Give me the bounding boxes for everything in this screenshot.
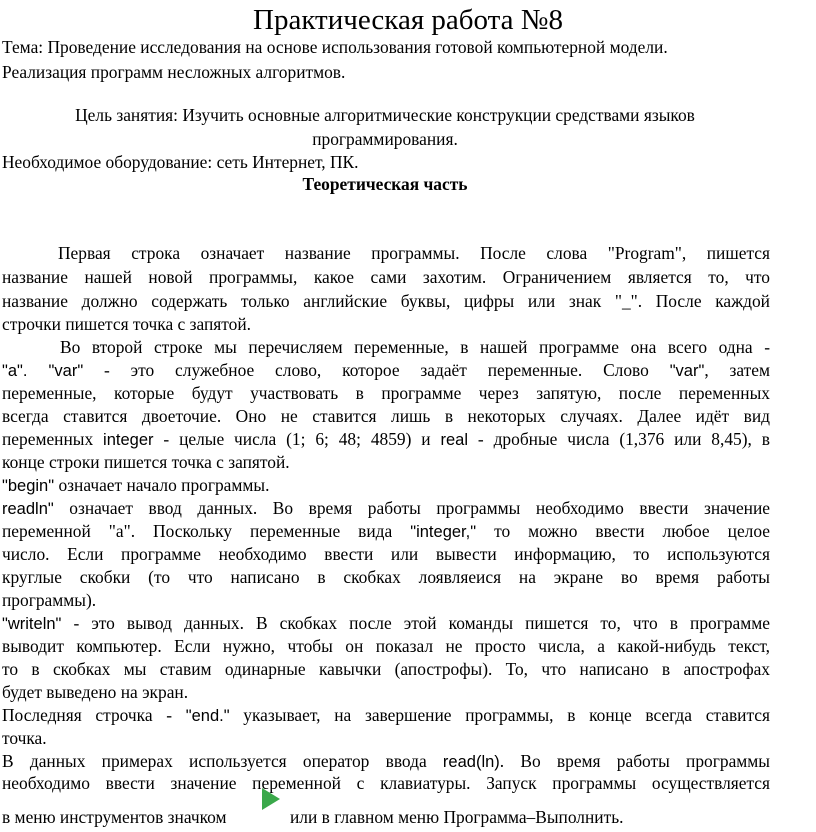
body-line: выводит компьютер. Если нужно, чтобы он показал не просто числа, а какой-нибудь текст, — [2, 636, 770, 656]
code-readln-2: read(ln) — [442, 753, 500, 771]
text-run: означает ввод данных. Во время работы программы необходимо ввести значение — [53, 498, 770, 518]
body-line: то в скобках мы ставим одинарные кавычки (апострофы). То, что написано в апострофах — [2, 659, 770, 679]
body-line: конце строки пишется точка с запятой. — [2, 452, 290, 472]
text-run: переменной "a". Поскольку переменные вида — [2, 521, 411, 541]
code-begin: "begin" — [2, 477, 55, 495]
page-title: Практическая работа №8 — [253, 4, 563, 36]
body-line — [2, 474, 770, 498]
body-line — [2, 520, 770, 544]
section-heading: Теоретическая часть — [302, 174, 468, 194]
body-line: или в главном меню Программа–Выполнить. — [290, 807, 624, 827]
theme-line-2: Реализация программ несложных алгоритмов. — [2, 62, 346, 82]
code-writeln: "writeln" — [2, 615, 62, 633]
text-run: указывает, на завершение программы, в конце всегда ставится — [229, 705, 771, 725]
code-readln: readln" — [2, 500, 54, 518]
body-line: Во второй строке мы перечисляем переменные, в нашей программе она всего одна - — [60, 337, 770, 357]
body-line: будет выведено на экран. — [2, 682, 189, 702]
body-line: название нашей новой программы, какое сами захотим. Ограничением является то, что — [2, 267, 770, 287]
text-run: . Во время работы программы — [499, 751, 770, 771]
equipment-line: Необходимое оборудование: сеть Интернет, ПК. — [2, 152, 359, 172]
body-line: точка. — [2, 728, 47, 748]
body-line — [2, 750, 770, 774]
code-var-a: "a". "var" — [2, 362, 84, 380]
text-run: В данных примерах используется оператор ввода — [2, 751, 443, 771]
goal-line-1: Цель занятия: Изучить основные алгоритмические конструкции средствами языков — [75, 105, 695, 125]
body-line: в меню инструментов значком — [2, 807, 227, 827]
text-run: - дробные числа (1,376 или 8,45), в — [468, 429, 770, 449]
text-run: - целые числа (1; 6; 48; 4859) и — [153, 429, 441, 449]
text-run: то можно ввести любое целое — [476, 521, 770, 541]
code-integer: integer — [103, 431, 154, 449]
text-run: переменных — [2, 429, 104, 449]
body-line: программы). — [2, 590, 97, 610]
play-icon — [262, 788, 280, 810]
body-line — [2, 612, 770, 636]
code-real: real — [440, 431, 469, 449]
code-integer-2: "integer," — [410, 523, 477, 541]
body-line: необходимо ввести значение переменной с клавиатуры. Запуск программы осуществляется — [2, 773, 770, 793]
text-run: - это вывод данных. В скобках после этой команды пишется то, что в программе — [61, 613, 770, 633]
body-line: число. Если программе необходимо ввести или вывести информацию, то используются — [2, 544, 770, 564]
body-line — [2, 704, 770, 728]
body-line — [2, 497, 770, 521]
body-line: круглые скобки (то что написано в скобках лоявляеися на экране во время работы — [2, 567, 770, 587]
body-line: Первая строка означает название программы. После слова "Program", пишется — [58, 243, 770, 263]
goal-line-2: программирования. — [312, 129, 458, 149]
theme-line-1: Тема: Проведение исследования на основе использования готовой компьютерной модели. — [2, 37, 668, 57]
body-line: всегда ставится двоеточие. Оно не ставится лишь в некоторых случаях. Далее идёт вид — [2, 406, 770, 426]
body-line: строчки пишется точка с запятой. — [2, 314, 251, 334]
body-line: переменные, которые будут участвовать в программе через запятую, после переменных — [2, 383, 770, 403]
body-line: название должно содержать только английские буквы, цифры или знак "_". После каждой — [2, 291, 770, 311]
text-run: , затем — [704, 360, 770, 380]
code-var: "var" — [669, 362, 705, 380]
code-end: "end." — [185, 707, 230, 725]
text-run: Последняя строчка - — [2, 705, 186, 725]
text-run: - это служебное слово, которое задаёт переменные. Слово — [83, 360, 670, 380]
text-run: означает начало программы. — [54, 475, 270, 495]
body-line — [2, 428, 770, 452]
body-line — [2, 359, 770, 383]
